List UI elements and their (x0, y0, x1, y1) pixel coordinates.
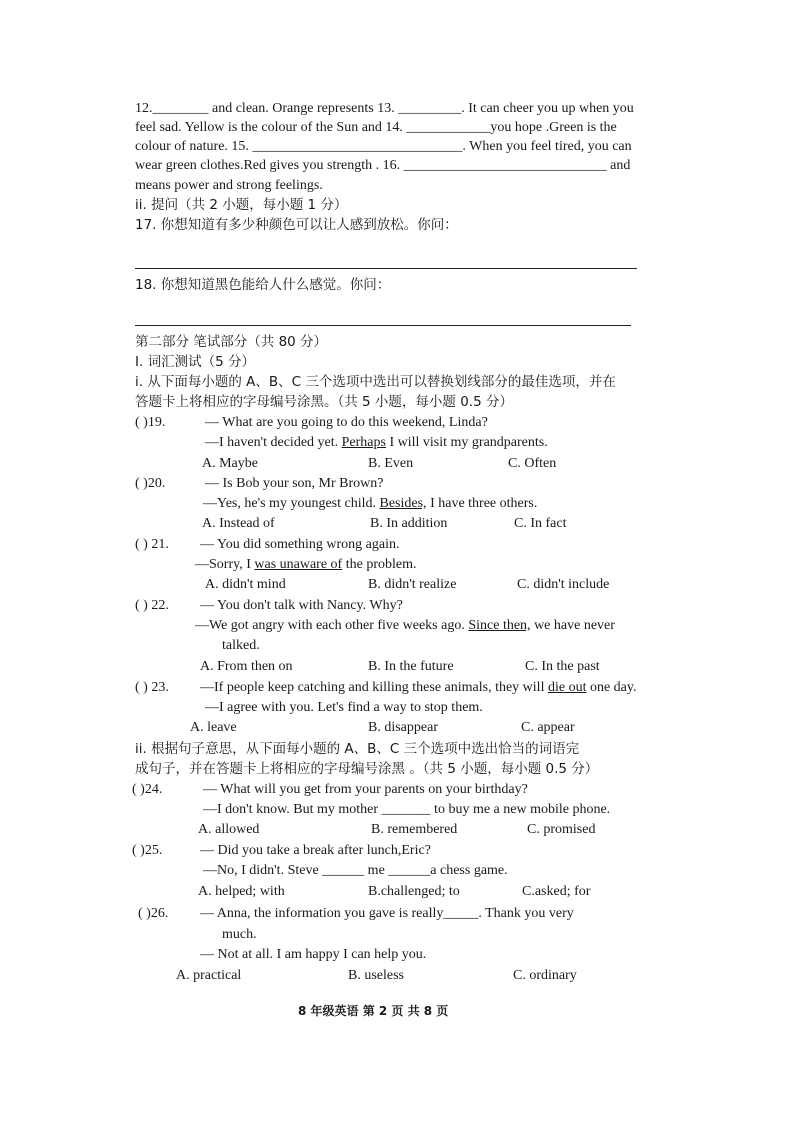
q23-option-b[interactable]: B. disappear (368, 720, 438, 735)
q26-option-c[interactable]: C. ordinary (513, 968, 577, 983)
question-26-line-2: — Not at all. I am happy I can help you. (200, 947, 427, 962)
question-19-line-2: —I haven't decided yet. Perhaps I will visit my grandparents. (205, 435, 548, 450)
question-20-line-1: — Is Bob your son, Mr Brown? (205, 476, 384, 491)
q24-option-c[interactable]: C. promised (527, 822, 596, 837)
question-21-number[interactable]: ( ) 21. (135, 537, 169, 552)
question-25-line-2: —No, I didn't. Steve ______ me ______a chess game. (203, 863, 508, 878)
passage-line-3: colour of nature. 15. ______________________________. When you feel tired, you can (135, 139, 632, 154)
question-24-number[interactable]: ( )24. (132, 782, 163, 797)
vocab-i-instruction-2: 答题卡上将相应的字母编号涂黑。（共 5 小题，每小题 0.5 分） (135, 394, 513, 410)
question-26-line-1b: much. (222, 927, 257, 942)
q26-option-b[interactable]: B. useless (348, 968, 404, 983)
q23-option-c[interactable]: C. appear (521, 720, 575, 735)
question-23-number[interactable]: ( ) 23. (135, 680, 169, 695)
part2-title: 第二部分 笔试部分（共 80 分） (135, 334, 328, 350)
question-25-number[interactable]: ( )25. (132, 843, 163, 858)
q22-option-a[interactable]: A. From then on (200, 659, 293, 674)
question-19-number[interactable]: ( )19. (135, 415, 166, 430)
underlined-word: Since then, (468, 618, 531, 633)
q20-option-b[interactable]: B. In addition (370, 516, 448, 531)
question-26-line-1: — Anna, the information you gave is really_____. Thank you very (200, 906, 574, 921)
q25-option-c[interactable]: C.asked; for (522, 884, 591, 899)
question-17: 17. 你想知道有多少种颜色可以让人感到放松。你问： (135, 217, 458, 233)
question-22-number[interactable]: ( ) 22. (135, 598, 169, 613)
question-22-line-3: talked. (222, 638, 260, 653)
question-23-line-2: —I agree with you. Let's find a way to stop them. (205, 700, 483, 715)
answer-line-18[interactable] (135, 325, 631, 326)
answer-line-17[interactable] (135, 268, 637, 269)
q19-option-b[interactable]: B. Even (368, 456, 414, 471)
q26-option-a[interactable]: A. practical (176, 968, 242, 983)
section-ii-title: ii. 提问（共 2 小题，每小题 1 分） (135, 197, 348, 213)
question-26-number[interactable]: ( )26. (138, 906, 169, 921)
question-23-line-1: —If people keep catching and killing these animals, they will die out one day. (200, 680, 637, 695)
passage-line-5: means power and strong feelings. (135, 178, 323, 193)
q20-option-c[interactable]: C. In fact (514, 516, 567, 531)
underlined-word: was unaware of (254, 557, 343, 572)
vocab-ii-instruction-2: 成句子，并在答题卡上将相应的字母编号涂黑 。（共 5 小题，每小题 0.5 分） (135, 761, 599, 777)
vocab-ii-instruction-1: ii. 根据句子意思，从下面每小题的 A、B、C 三个选项中选出恰当的词语完 (135, 741, 580, 757)
q24-option-a[interactable]: A. allowed (198, 822, 260, 837)
underlined-word: die out (547, 680, 587, 695)
q21-option-a[interactable]: A. didn't mind (205, 577, 286, 592)
q24-option-b[interactable]: B. remembered (371, 822, 458, 837)
q25-option-a[interactable]: A. helped; with (198, 884, 285, 899)
q19-option-a[interactable]: A. Maybe (202, 456, 258, 471)
vocab-title: I. 词汇测试（5 分） (135, 354, 255, 370)
question-22-line-1: — You don't talk with Nancy. Why? (200, 598, 403, 613)
question-22-line-2: —We got angry with each other five weeks ago. Since then, we have never (195, 618, 615, 633)
q23-option-a[interactable]: A. leave (190, 720, 237, 735)
passage-line-1: 12.________ and clean. Orange represents 13. _________. It can cheer you up when you (135, 101, 634, 116)
q19-option-c[interactable]: C. Often (508, 456, 557, 471)
q21-option-b[interactable]: B. didn't realize (368, 577, 457, 592)
q25-option-b[interactable]: B.challenged; to (368, 884, 460, 899)
passage-line-2: feel sad. Yellow is the colour of the Sun and 14. ____________you hope .Green is the (135, 120, 617, 135)
q22-option-c[interactable]: C. In the past (525, 659, 600, 674)
vocab-i-instruction-1: i. 从下面每小题的 A、B、C 三个选项中选出可以替换划线部分的最佳选项，并在 (135, 374, 616, 390)
question-21-line-1: — You did something wrong again. (200, 537, 400, 552)
question-18: 18. 你想知道黑色能给人什么感觉。你问： (135, 277, 391, 293)
page-footer: 8 年级英语 第 2 页 共 8 页 (298, 1004, 449, 1018)
q20-option-a[interactable]: A. Instead of (202, 516, 275, 531)
question-24-line-1: — What will you get from your parents on your birthday? (203, 782, 528, 797)
question-24-line-2: —I don't know. But my mother _______ to buy me a new mobile phone. (203, 802, 611, 817)
question-25-line-1: — Did you take a break after lunch,Eric? (200, 843, 431, 858)
q21-option-c[interactable]: C. didn't include (517, 577, 610, 592)
question-19-line-1: — What are you going to do this weekend, Linda? (205, 415, 488, 430)
underlined-word: Perhaps (341, 435, 386, 450)
underlined-word: Besides, (379, 496, 427, 511)
question-20-number[interactable]: ( )20. (135, 476, 166, 491)
q22-option-b[interactable]: B. In the future (368, 659, 454, 674)
passage-line-4: wear green clothes.Red gives you strength . 16. _____________________________ and (135, 158, 631, 173)
question-20-line-2: —Yes, he's my youngest child. Besides, I have three others. (203, 496, 538, 511)
question-21-line-2: —Sorry, I was unaware of the problem. (195, 557, 417, 572)
